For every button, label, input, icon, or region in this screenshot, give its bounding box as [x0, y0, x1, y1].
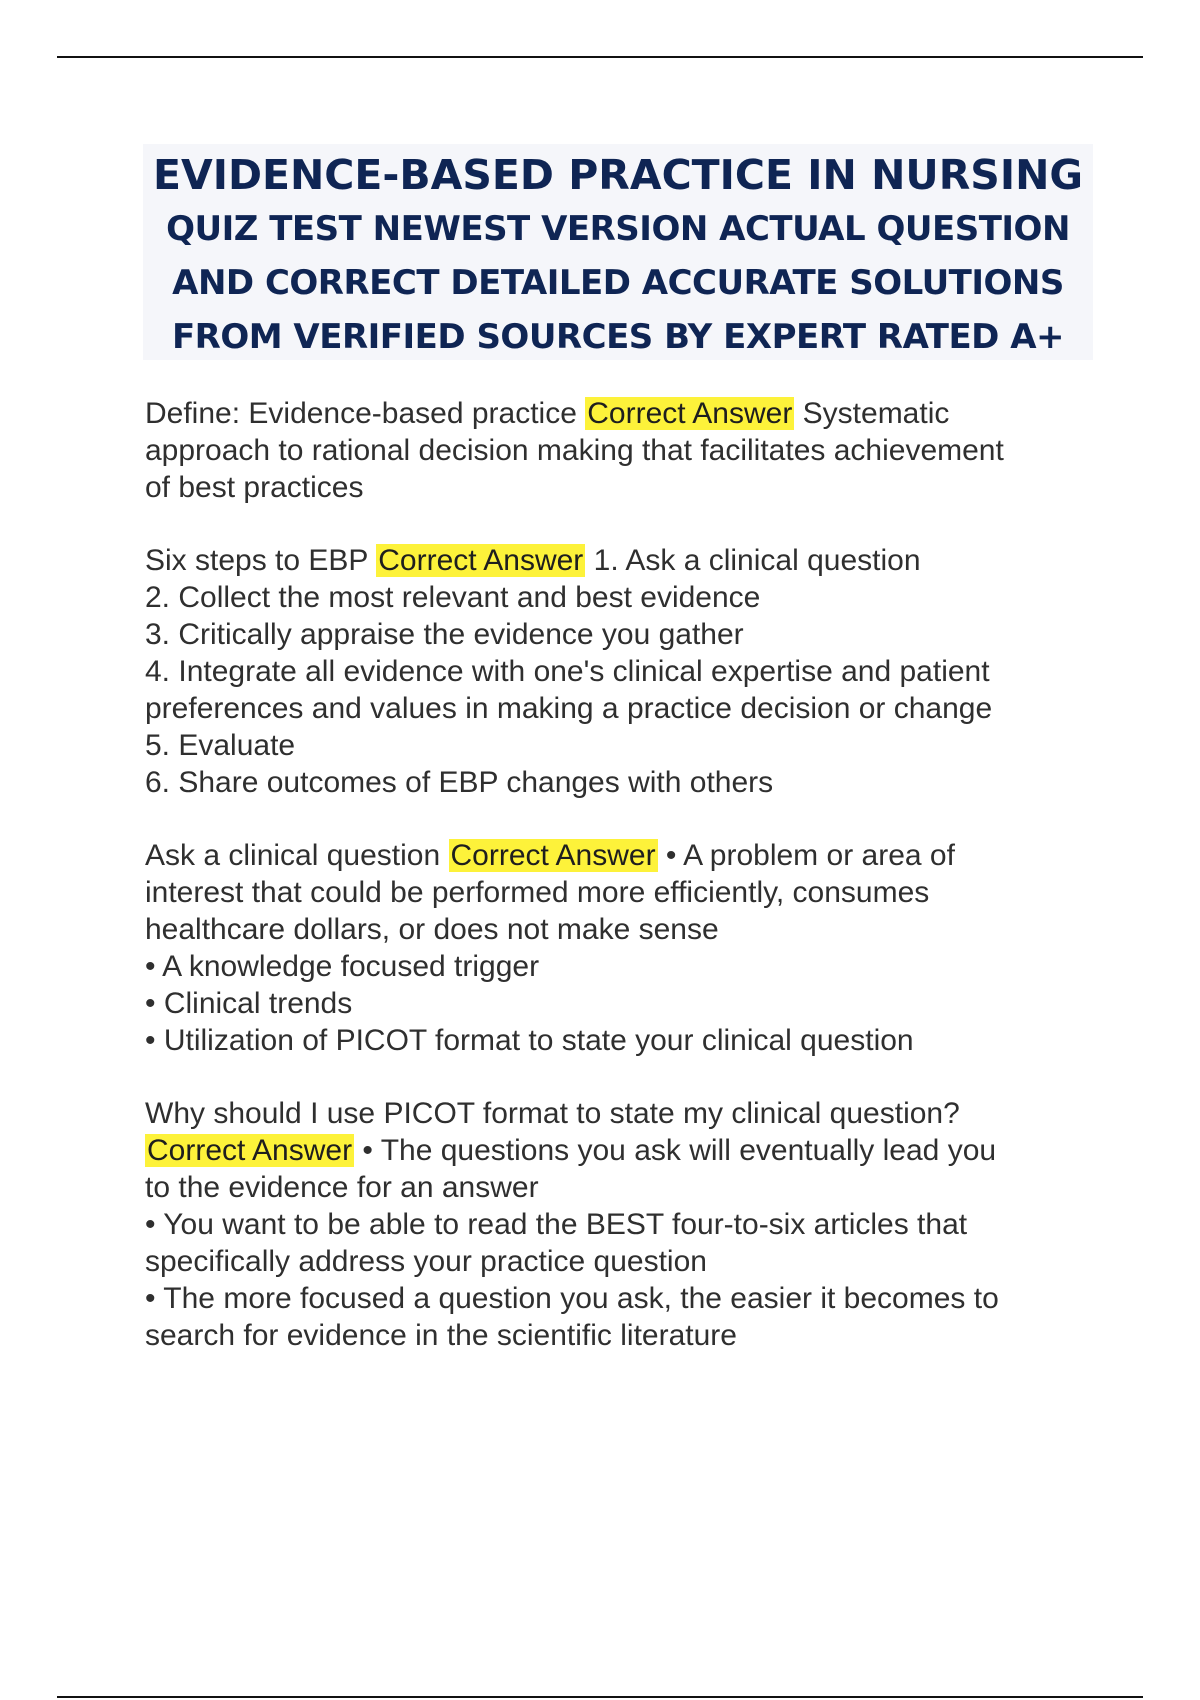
bottom-rule	[57, 1696, 1143, 1698]
answer-line: preferences and values in making a practice decision or change	[145, 692, 993, 725]
correct-answer-highlight: Correct Answer	[147, 1134, 353, 1167]
answer-line: to the evidence for an answer	[145, 1171, 539, 1204]
qa-first-line	[145, 542, 1085, 579]
title-line-2: QUIZ TEST NEWEST VERSION ACTUAL QUESTION	[166, 209, 1070, 249]
answer-line: 4. Integrate all evidence with one's clinical expertise and patient	[145, 655, 990, 688]
answer-line: healthcare dollars, or does not make sense	[145, 913, 719, 946]
answer-text: • A problem or area of	[657, 839, 955, 872]
title-line-1: EVIDENCE-BASED PRACTICE IN NURSING	[152, 151, 1084, 199]
answer-line: 6. Share outcomes of EBP changes with others	[145, 766, 774, 799]
qa-item	[145, 542, 1085, 801]
qa-first-line	[145, 395, 1085, 432]
answer-text: • The questions you ask will eventually lead you	[354, 1134, 997, 1167]
answer-text: Systematic	[794, 397, 950, 430]
answer-line: specifically address your practice question	[145, 1245, 707, 1278]
answer-line: 3. Critically appraise the evidence you gather	[145, 618, 744, 651]
qa-content	[145, 395, 1085, 1390]
answer-line: 5. Evaluate	[145, 729, 296, 762]
answer-line: search for evidence in the scientific literature	[145, 1319, 737, 1352]
answer-line: • You want to be able to read the BEST four-to-six articles that	[145, 1208, 968, 1241]
qa-first-line	[145, 837, 1085, 874]
answer-line: 2. Collect the most relevant and best evidence	[145, 581, 761, 614]
correct-answer-highlight: Correct Answer	[450, 839, 656, 872]
title-line-4: FROM VERIFIED SOURCES BY EXPERT RATED A+	[171, 317, 1065, 357]
answer-text: 1. Ask a clinical question	[585, 544, 921, 577]
answer-line: approach to rational decision making that facilitates achievement	[145, 434, 1004, 467]
qa-item	[145, 395, 1085, 506]
correct-answer-highlight: Correct Answer	[378, 544, 584, 577]
top-rule	[57, 56, 1143, 58]
answer-line: of best practices	[145, 471, 364, 504]
question-text: Why should I use PICOT format to state my clinical question?	[145, 1097, 960, 1130]
answer-line: • The more focused a question you ask, the easier it becomes to	[145, 1282, 999, 1315]
title-line-3: AND CORRECT DETAILED ACCURATE SOLUTIONS	[172, 263, 1064, 303]
answer-line: • Clinical trends	[145, 987, 353, 1020]
question-text: Six steps to EBP	[145, 544, 377, 577]
qa-item	[145, 837, 1085, 1059]
question-text: Define: Evidence-based practice	[145, 397, 586, 430]
question-text: Ask a clinical question	[145, 839, 449, 872]
qa-answer-first-line	[145, 1132, 1085, 1169]
qa-item	[145, 1095, 1085, 1354]
answer-line: • A knowledge focused trigger	[145, 950, 540, 983]
answer-line: interest that could be performed more efficiently, consumes	[145, 876, 930, 909]
answer-line: • Utilization of PICOT format to state your clinical question	[145, 1024, 914, 1057]
title-banner	[143, 144, 1093, 360]
correct-answer-highlight: Correct Answer	[587, 397, 793, 430]
